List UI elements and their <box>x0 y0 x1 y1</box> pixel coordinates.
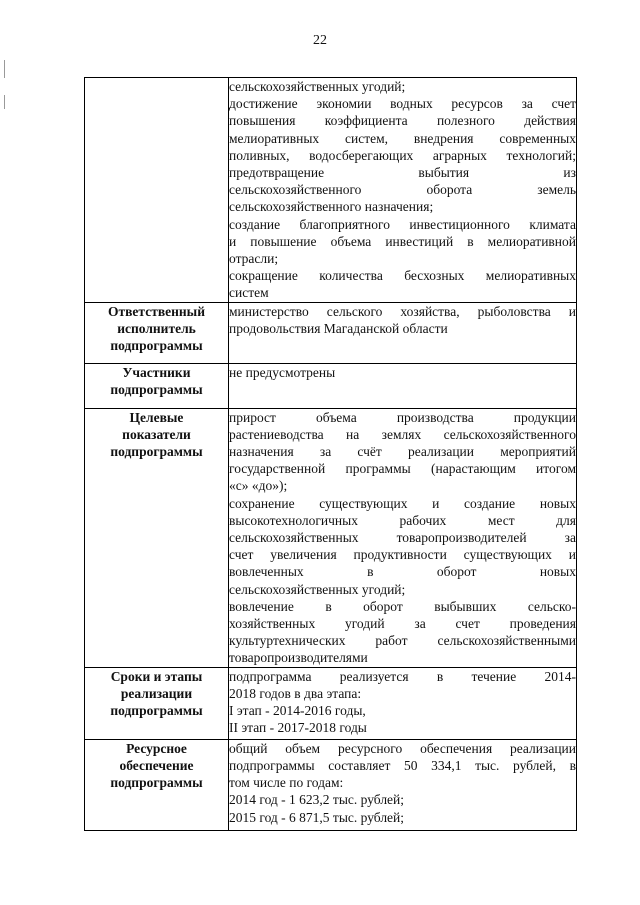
content-line: достижение экономии водных ресурсов за счет <box>229 96 576 112</box>
content-line: сельскохозяйственных угодий; <box>229 581 406 597</box>
table-row <box>85 78 577 303</box>
row-content-responsible-executor <box>229 302 577 363</box>
content-line: не предусмотрены <box>229 364 336 380</box>
row-label-participants <box>85 363 229 408</box>
content-line: и повышение объема инвестиций в мелиоративной <box>229 233 576 249</box>
row-label-line: Ресурсное <box>126 740 187 756</box>
content-line: подпрограммы составляет 50 334,1 тыс. рублей, в <box>229 757 576 773</box>
row-label-resource-provision <box>85 739 229 830</box>
row-label-line: Ответственный <box>108 303 205 319</box>
content-line: растениеводства на землях сельскохозяйственного <box>229 426 576 442</box>
content-line: общий объем ресурсного обеспечения реализации <box>229 740 576 756</box>
row-content-cell <box>229 78 577 303</box>
content-line: «с» «до»); <box>229 478 288 494</box>
content-line: том числе по годам: <box>229 775 344 791</box>
content-line: сельскохозяйственного назначения; <box>229 199 434 215</box>
row-label-line: Целевые <box>129 409 184 425</box>
content-line: культуртехнических работ сельскохозяйственными <box>229 633 576 649</box>
page-number: 22 <box>313 33 327 48</box>
table-row <box>85 667 577 739</box>
row-label-line: показатели <box>122 426 191 442</box>
row-label-line: подпрограммы <box>110 443 203 459</box>
content-line: сельскохозяйственных товаропроизводителей за <box>229 530 576 546</box>
content-line: мелиоративных систем, внедрения современных <box>229 130 576 146</box>
table-row <box>85 302 577 363</box>
table-row <box>85 363 577 408</box>
row-label-line: Сроки и этапы <box>110 668 203 684</box>
table-row <box>85 739 577 830</box>
content-line: I этап - 2014-2016 годы, <box>229 703 366 719</box>
content-line: назначения за счёт реализации мероприятий <box>229 444 576 460</box>
content-line: 2014 год - 1 623,2 тыс. рублей; <box>229 792 405 808</box>
content-line: предотвращение выбытия из <box>229 165 576 181</box>
row-label-line: реализации <box>120 685 193 701</box>
content-line: 2018 годов в два этапа: <box>229 685 362 701</box>
row-content-resource-provision <box>229 739 577 830</box>
row-label-line: подпрограммы <box>110 337 203 353</box>
content-line: систем <box>229 285 269 301</box>
content-line: министерство сельского хозяйства, рыболовства и <box>229 303 576 319</box>
row-label-cell <box>85 78 229 303</box>
content-line: повышения коэффициента полезного действия <box>229 113 576 129</box>
content-line: сокращение количества бесхозных мелиоративных <box>229 268 576 284</box>
row-label-line: подпрограммы <box>110 702 203 718</box>
content-line: хозяйственных угодий за счет проведения <box>229 616 576 632</box>
row-content-participants <box>229 363 577 408</box>
content-line: отрасли; <box>229 251 279 267</box>
row-content-terms-and-stages <box>229 667 577 739</box>
content-line: поливных, водосберегающих аграрных технологий; <box>229 147 576 163</box>
content-line: государственной программы (нарастающим итогом <box>229 461 576 477</box>
row-label-responsible-executor <box>85 302 229 363</box>
content-line: вовлеченных в оборот новых <box>229 564 576 580</box>
content-line: сохранение существующих и создание новых <box>229 495 576 511</box>
content-line: товаропроизводителями <box>229 650 368 666</box>
row-content-target-indicators <box>229 408 577 667</box>
content-line: 2015 год - 6 871,5 тыс. рублей; <box>229 809 405 825</box>
row-label-line: исполнитель <box>117 320 196 336</box>
row-label-line: обеспечение <box>119 757 194 773</box>
content-line: высокотехнологичных рабочих мест для <box>229 512 576 528</box>
table-row <box>85 408 577 667</box>
content-line: сельскохозяйственных угодий; <box>229 79 406 94</box>
row-label-target-indicators <box>85 408 229 667</box>
content-line: II этап - 2017-2018 годы <box>229 720 367 736</box>
content-line: продовольствия Магаданской области <box>229 320 448 336</box>
content-line: счет увеличения продуктивности существующих и <box>229 547 576 563</box>
content-line: вовлечение в оборот выбывших сельско- <box>229 598 576 614</box>
content-line: сельскохозяйственного оборота земель <box>229 182 576 198</box>
content-line: подпрограмма реализуется в течение 2014- <box>229 668 576 684</box>
row-label-terms-and-stages <box>85 667 229 739</box>
subprogram-passport-table <box>84 77 577 831</box>
row-label-line: Участники <box>122 364 191 380</box>
content-line: создание благоприятного инвестиционного климата <box>229 216 576 232</box>
row-label-line: подпрограммы <box>110 774 203 790</box>
row-label-line: подпрограммы <box>110 381 203 397</box>
content-line: прирост объема производства продукции <box>229 409 576 425</box>
